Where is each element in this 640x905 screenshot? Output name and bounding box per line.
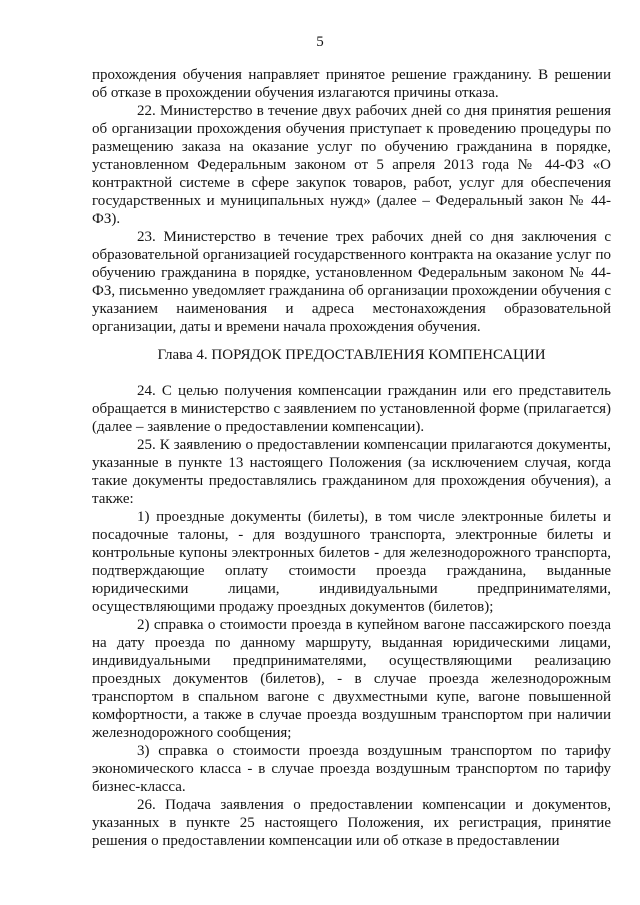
paragraph-continuation: прохождения обучения направляет принятое решение гражданину. В решении об отказе в прохождении обучения излагаются причины отказа. (92, 67, 611, 101)
paragraph-25-item-3: 3) справка о стоимости проезда воздушным транспортом по тарифу экономического класса - в случае проезда воздушным транспортом по тарифу бизнес-класса. (92, 743, 611, 795)
section-text-chapter-4 (92, 382, 611, 850)
section-text-before-chapter (92, 66, 611, 336)
paragraph-25-item-1: 1) проездные документы (билеты), в том числе электронные билеты и посадочные талоны, - для воздушного транспорта, электронные билеты и контрольные купоны электронных билетов - для железнодорожного транспорта, подтверждающие оплату стоимости проезда гражданина, выданные юридическими лицами, индивидуальными предпринимателями, осуществляющими продажу проездных документов (билетов); (92, 509, 611, 615)
paragraph-24: 24. С целью получения компенсации гражданин или его представитель обращается в министерство с заявлением по установленной форме (прилагается) (далее – заявление о предоставлении компенсации). (92, 383, 611, 435)
paragraph-26: 26. Подача заявления о предоставлении компенсации и документов, указанных в пункте 25 настоящего Положения, их регистрация, принятие решения о предоставлении компенсации или об отказе в предоставлении (92, 797, 611, 849)
page-number: 5 (316, 34, 324, 50)
paragraph-25-item-2: 2) справка о стоимости проезда в купейном вагоне пассажирского поезда на дату проезда по данному маршруту, выданная юридическими лицами, индивидуальными предпринимателями, осуществляющими реализацию проездных документов (билетов), - в случае проезда железнодорожным транспортом в спальном вагоне с двухместными купе, вагоне повышенной комфортности, а также в случае проезда воздушным транспортом при наличии железнодорожного сообщения; (92, 617, 611, 741)
paragraph-23: 23. Министерство в течение трех рабочих дней со дня заключения с образовательной организацией государственного контракта на оказание услуг по обучению гражданина в порядке, установленном Федеральным законом № 44-ФЗ, письменно уведомляет гражданина об организации прохождении обучения с указанием наименования и адреса местонахождения образовательной организации, даты и времени начала прохождения обучения. (92, 229, 611, 335)
chapter-heading: Глава 4. ПОРЯДОК ПРЕДОСТАВЛЕНИЯ КОМПЕНСАЦИИ (157, 347, 546, 363)
paragraph-25: 25. К заявлению о предоставлении компенсации прилагаются документы, указанные в пункте 13 настоящего Положения (за исключением случая, когда такие документы предоставлялись гражданином для прохождения обучения), а также: (92, 437, 611, 507)
paragraph-22: 22. Министерство в течение двух рабочих дней со дня принятия решения об организации прохождения обучения приступает к проведению процедуры по размещению заказа на оказание услуг по обучению гражданина в порядке, установленном Федеральным законом от 5 апреля 2013 года № 44-ФЗ «О контрактной системе в сфере закупок товаров, работ, услуг для обеспечения государственных и муниципальных нужд» (далее – Федеральный закон № 44-ФЗ). (92, 103, 611, 227)
